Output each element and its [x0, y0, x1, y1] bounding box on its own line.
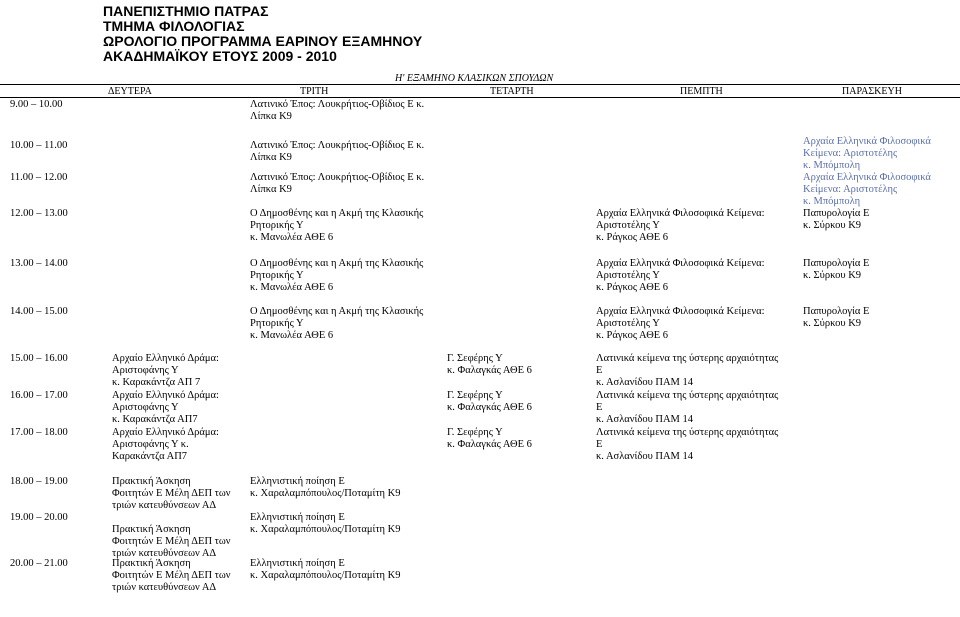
- course-title: Αρχαία Ελληνικά Φιλοσοφικά Κείμενα:: [596, 208, 765, 219]
- course-ancient-drama: [112, 427, 219, 463]
- course-seferis: [447, 427, 532, 451]
- course-type: Ε: [596, 439, 603, 450]
- course-subtitle: Φοιτητών Ε Μέλη ΔΕΠ των: [112, 536, 231, 547]
- course-subtitle: Κείμενα: Αριστοτέλης: [803, 148, 898, 159]
- course-ancient-drama: [112, 390, 219, 426]
- course-papyrology: [803, 258, 869, 282]
- course-subtitle: Φοιτητών Ε Μέλη ΔΕΠ των: [112, 488, 231, 499]
- course-title: Παπυρολογία Ε: [803, 208, 870, 219]
- course-instructor: κ. Ράγκος ΑΘΕ 6: [596, 330, 669, 341]
- course-instructor: τριών κατευθύνσεων ΑΔ: [112, 582, 217, 593]
- course-instructor: Καρακάντζα ΑΠ7: [112, 451, 188, 462]
- course-instructor: κ. Μπόμπολη: [803, 196, 861, 207]
- course-title: Γ. Σεφέρης Υ: [447, 353, 503, 364]
- time-slot-1300: 13.00 – 14.00: [10, 258, 68, 269]
- course-practical-training: [112, 558, 231, 594]
- header-bottom-rule: [0, 97, 960, 98]
- course-title: Γ. Σεφέρης Υ: [447, 390, 503, 401]
- course-instructor: τριών κατευθύνσεων ΑΔ: [112, 500, 217, 511]
- course-instructor: κ. Σύρκου Κ9: [803, 318, 862, 329]
- course-ancient-philosophy: [803, 172, 931, 208]
- time-slot-0900: 9.00 – 10.00: [10, 99, 63, 110]
- department-title: ΤΜΗΜΑ ΦΙΛΟΛΟΓΙΑΣ: [103, 18, 245, 34]
- course-title: Αρχαίο Ελληνικό Δράμα:: [112, 390, 219, 401]
- course-title: Λατινικά κείμενα της ύστερης αρχαιότητας: [596, 353, 779, 364]
- course-title: Παπυρολογία Ε: [803, 258, 870, 269]
- course-latin-epic: [250, 172, 424, 196]
- course-instructor: κ. Καρακάντζα ΑΠ 7: [112, 377, 201, 388]
- course-title: Λατινικά κείμενα της ύστερης αρχαιότητας: [596, 390, 779, 401]
- course-ancient-drama: [112, 353, 219, 389]
- course-seferis: [447, 353, 532, 377]
- course-instructor: κ. Φαλαγκάς ΑΘΕ 6: [447, 365, 532, 376]
- course-hellenistic-poetry: [250, 512, 400, 536]
- course-subtitle: Αριστοτέλης Υ: [596, 318, 660, 329]
- course-subtitle: Αριστοφάνης Υ: [112, 365, 179, 376]
- course-instructor: κ. Μπόμπολη: [803, 160, 861, 171]
- course-subtitle: Φοιτητών Ε Μέλη ΔΕΠ των: [112, 570, 231, 581]
- course-title: Ελληνιστική ποίηση Ε: [250, 476, 345, 487]
- course-title: Αρχαία Ελληνικά Φιλοσοφικά Κείμενα:: [596, 258, 765, 269]
- course-title: Αρχαίο Ελληνικό Δράμα:: [112, 353, 219, 364]
- course-papyrology: [803, 208, 869, 232]
- course-aristotle: [596, 208, 765, 244]
- course-instructor: κ. Ασλανίδου ΠΑΜ 14: [596, 451, 694, 462]
- course-instructor: κ. Χαραλαμπόπουλος/Ποταμίτη Κ9: [250, 488, 401, 499]
- course-aristotle: [596, 306, 765, 342]
- course-title: Ο Δημοσθένης και η Ακμή της Κλασικής: [250, 208, 424, 219]
- course-instructor: κ. Μανωλέα ΑΘΕ 6: [250, 232, 334, 243]
- course-title: Αρχαία Ελληνικά Φιλοσοφικά Κείμενα:: [596, 306, 765, 317]
- course-demosthenes: [250, 208, 423, 244]
- course-subtitle: Αριστοφάνης Υ κ.: [112, 439, 189, 450]
- course-hellenistic-poetry: [250, 476, 400, 500]
- course-title: Πρακτική Άσκηση: [112, 476, 191, 487]
- time-slot-1800: 18.00 – 19.00: [10, 476, 68, 487]
- course-subtitle: Ρητορικής Υ: [250, 270, 304, 281]
- course-instructor: κ. Μανωλέα ΑΘΕ 6: [250, 282, 334, 293]
- course-type: Ε: [596, 402, 603, 413]
- course-subtitle: Ρητορικής Υ: [250, 318, 304, 329]
- course-instructor: τριών κατευθύνσεων ΑΔ: [112, 548, 217, 559]
- course-instructor: κ. Ασλανίδου ΠΑΜ 14: [596, 377, 694, 388]
- course-title: Αρχαία Ελληνικά Φιλοσοφικά: [803, 172, 931, 183]
- course-instructor: κ. Ράγκος ΑΘΕ 6: [596, 282, 669, 293]
- time-slot-1400: 14.00 – 15.00: [10, 306, 68, 317]
- time-slot-1700: 17.00 – 18.00: [10, 427, 68, 438]
- course-title: Αρχαίο Ελληνικό Δράμα:: [112, 427, 219, 438]
- course-title: Παπυρολογία Ε: [803, 306, 870, 317]
- academic-year-title: ΑΚΑΔΗΜΑΪΚΟΥ ΕΤΟΥΣ 2009 - 2010: [103, 48, 337, 64]
- course-practical-training: [112, 476, 231, 512]
- time-slot-1600: 16.00 – 17.00: [10, 390, 68, 401]
- course-instructor: κ. Χαραλαμπόπουλος/Ποταμίτη Κ9: [250, 524, 401, 535]
- time-slot-1500: 15.00 – 16.00: [10, 353, 68, 364]
- time-slot-1100: 11.00 – 12.00: [10, 172, 68, 183]
- day-header-wednesday: ΤΕΤΑΡΤΗ: [490, 86, 534, 97]
- course-ancient-philosophy: [803, 136, 931, 172]
- course-title: Ο Δημοσθένης και η Ακμή της Κλασικής: [250, 258, 424, 269]
- course-hellenistic-poetry: [250, 558, 400, 582]
- semester-subtitle: Η' ΕΞΑΜΗΝΟ ΚΛΑΣΙΚΩΝ ΣΠΟΥΔΩΝ: [395, 73, 554, 84]
- day-header-monday: ΔΕΥΤΕΡΑ: [108, 86, 152, 97]
- course-instructor: κ. Σύρκου Κ9: [803, 220, 862, 231]
- course-late-latin-texts: [596, 353, 778, 389]
- course-instructor: κ. Χαραλαμπόπουλος/Ποταμίτη Κ9: [250, 570, 401, 581]
- course-instructor: κ. Φαλαγκάς ΑΘΕ 6: [447, 439, 532, 450]
- course-title: Πρακτική Άσκηση: [112, 558, 191, 569]
- course-room: Λίπκα Κ9: [250, 152, 292, 163]
- course-title: Λατινικό Έπος: Λουκρήτιος-Οβίδιος Ε κ.: [250, 172, 425, 183]
- course-title: Ελληνιστική ποίηση Ε: [250, 512, 345, 523]
- course-subtitle: Κείμενα: Αριστοτέλης: [803, 184, 898, 195]
- course-subtitle: Ρητορικής Υ: [250, 220, 304, 231]
- course-title: Λατινικά κείμενα της ύστερης αρχαιότητας: [596, 427, 779, 438]
- course-title: Αρχαία Ελληνικά Φιλοσοφικά: [803, 136, 931, 147]
- course-latin-epic: [250, 99, 424, 123]
- course-practical-training: [112, 524, 231, 560]
- day-header-tuesday: ΤΡΙΤΗ: [300, 86, 329, 97]
- time-slot-1200: 12.00 – 13.00: [10, 208, 68, 219]
- course-demosthenes: [250, 306, 423, 342]
- course-instructor: κ. Σύρκου Κ9: [803, 270, 862, 281]
- course-instructor: κ. Φαλαγκάς ΑΘΕ 6: [447, 402, 532, 413]
- course-subtitle: Αριστοτέλης Υ: [596, 270, 660, 281]
- course-title: Λατινικό Έπος: Λουκρήτιος-Οβίδιος Ε κ.: [250, 140, 425, 151]
- course-room: Λίπκα Κ9: [250, 184, 292, 195]
- course-title: Ο Δημοσθένης και η Ακμή της Κλασικής: [250, 306, 424, 317]
- course-title: Γ. Σεφέρης Υ: [447, 427, 503, 438]
- course-room: Λίπκα Κ9: [250, 111, 292, 122]
- course-title: Πρακτική Άσκηση: [112, 524, 191, 535]
- course-instructor: κ. Μανωλέα ΑΘΕ 6: [250, 330, 334, 341]
- course-instructor: κ. Ράγκος ΑΘΕ 6: [596, 232, 669, 243]
- course-title: Ελληνιστική ποίηση Ε: [250, 558, 345, 569]
- course-subtitle: Αριστοτέλης Υ: [596, 220, 660, 231]
- course-title: Λατινικό Έπος: Λουκρήτιος-Οβίδιος Ε κ.: [250, 99, 425, 110]
- day-header-friday: ΠΑΡΑΣΚΕΥΗ: [842, 86, 902, 97]
- course-seferis: [447, 390, 532, 414]
- course-instructor: κ. Ασλανίδου ΠΑΜ 14: [596, 414, 694, 425]
- schedule-title: ΩΡΟΛΟΓΙΟ ΠΡΟΓΡΑΜΜΑ ΕΑΡΙΝΟΥ ΕΞΑΜΗΝΟΥ: [103, 33, 423, 49]
- time-slot-1000: 10.00 – 11.00: [10, 140, 68, 151]
- course-late-latin-texts: [596, 390, 778, 426]
- time-slot-1900: 19.00 – 20.00: [10, 512, 68, 523]
- course-papyrology: [803, 306, 869, 330]
- course-demosthenes: [250, 258, 423, 294]
- course-aristotle: [596, 258, 765, 294]
- header-top-rule: [0, 84, 960, 85]
- day-header-thursday: ΠΕΜΠΤΗ: [680, 86, 723, 97]
- course-late-latin-texts: [596, 427, 778, 463]
- course-instructor: κ. Καρακάντζα ΑΠ7: [112, 414, 198, 425]
- course-type: Ε: [596, 365, 603, 376]
- time-slot-2000: 20.00 – 21.00: [10, 558, 68, 569]
- university-title: ΠΑΝΕΠΙΣΤΗΜΙΟ ΠΑΤΡΑΣ: [103, 3, 269, 19]
- course-subtitle: Αριστοφάνης Υ: [112, 402, 179, 413]
- course-latin-epic: [250, 140, 424, 164]
